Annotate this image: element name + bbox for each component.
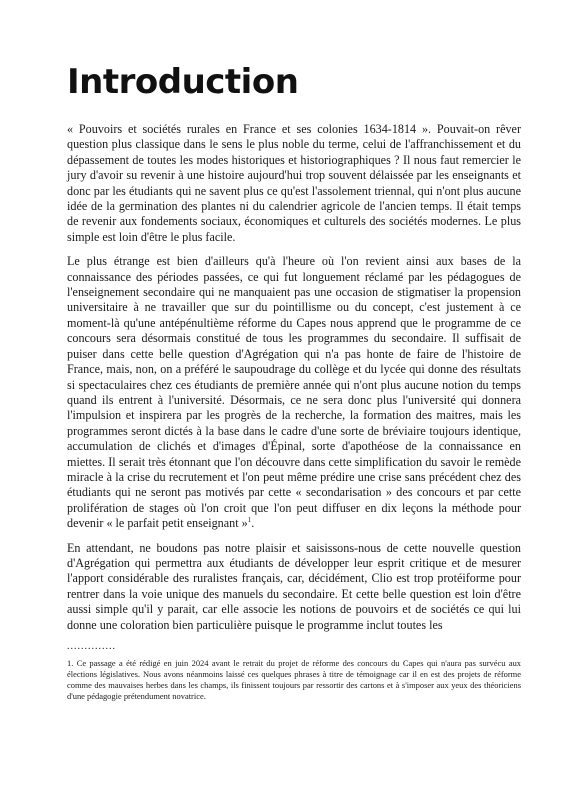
paragraph-2-text: Le plus étrange est bien d'ailleurs qu'à l'heure où l'on revient ainsi aux bases de la connaissance des périodes passées, ce qui fut longuement réclamé par les pédagogues de l'enseignement secondaire qui ne manquaient pas une occasion de stigmatiser la propension universitaire à ne travailler que sur du pointillisme ou du concept, c'est justement à ce moment-là qu'une antépénultième réforme du Capes nous apprend que le programme de ce concours sera désormais constitué de tous les programmes du secondaire. Il suffisait de puiser dans cette belle question d'Agrégation qui n'a pas honte de faire de l'histoire de France, mais, non, on a préféré le saupoudrage du collège et du lycée qui donne des résultats si spectaculaires chez ces étudiants de première année qui n'ont plus aucune notion du temps quand ils entrent à l'université. Désormais, ce ne sera donc plus l'université qui donnera l'impulsion et inspirera par les progrès de la recherche, la formation des maitres, mais les programmes seront dictés à la base dans le cadre d'une sorte de bréviaire toujours identique, accumulation de clichés et d'images d'Épinal, sorte d'apothéose de la connaissance en miettes. Il serait très étonnant que l'on découvre dans cette simplification du savoir le remède miracle à la crise du recrutement et l'on peut même prédire une crise sans précédent chez des étudiants qui ne seront pas motivés par cette « secondarisation » des concours et par cette prolifération de stages où l'on croit que l'on peut diffuser en dix leçons la méthode pour devenir « le parfait petit enseignant »: [67, 254, 521, 531]
paragraph-2: [67, 254, 521, 531]
page-title: Introduction: [67, 62, 299, 102]
footnote: [67, 658, 521, 702]
footnote-reference: 1: [247, 516, 252, 525]
footnote-number: 1.: [67, 658, 74, 668]
paragraph-1: « Pouvoirs et sociétés rurales en France et ses colonies 1634-1814 ». Pouvait-on rêver question plus classique dans le sens le plus noble du terme, celui de l'affranchissement et du dépassement de toutes les modes historiques et historiographiques ? Il nous faut remercier le jury d'avoir su revenir à une histoire aujourd'hui trop souvent délaissée par les enseignants et donc par les étudiants qui ne savent plus ce qu'est l'assolement triennal, qui n'ont plus aucune idée de la germination des plantes ni du calendrier agricole de l'ancien temps. Il était temps de revenir aux fondements sociaux, économiques et culturels des sociétés modernes. Le plus simple est loin d'être le plus facile.: [67, 122, 521, 244]
paragraph-2-end: .: [251, 516, 255, 531]
body-text: [67, 122, 521, 633]
paragraph-3: En attendant, ne boudons pas notre plaisir et saisissons-nous de cette nouvelle question d'Agrégation qui permettra aux étudiants de développer leur esprit critique et de mesurer l'apport considérable des ruralistes français, car, décidément, Clio est trop protéiforme pour rentrer dans la voie unique des manuels du secondaire. Et cette belle question est loin d'être aussi simple qu'il y parait, car elle associe les notions de pouvoirs et de sociétés ce qui lui donne une coloration bien particulière puisque le programme inclut toutes les: [67, 540, 521, 632]
footnote-text: Ce passage a été rédigé en juin 2024 avant le retrait du projet de réforme des concours du Capes qui n'aura pas survécu aux élections législatives. Nous avons néanmoins laissé ces quelques phrases à titre de témoignage car il en est des projets de réforme comme des mauvaises herbes dans les champs, ils finissent toujours par ressortir des cartons et à s'imposer aux yeux des théoriciens d'une pédagogie prétendument novatrice.: [67, 658, 522, 702]
footnote-separator: ..............: [67, 641, 116, 652]
